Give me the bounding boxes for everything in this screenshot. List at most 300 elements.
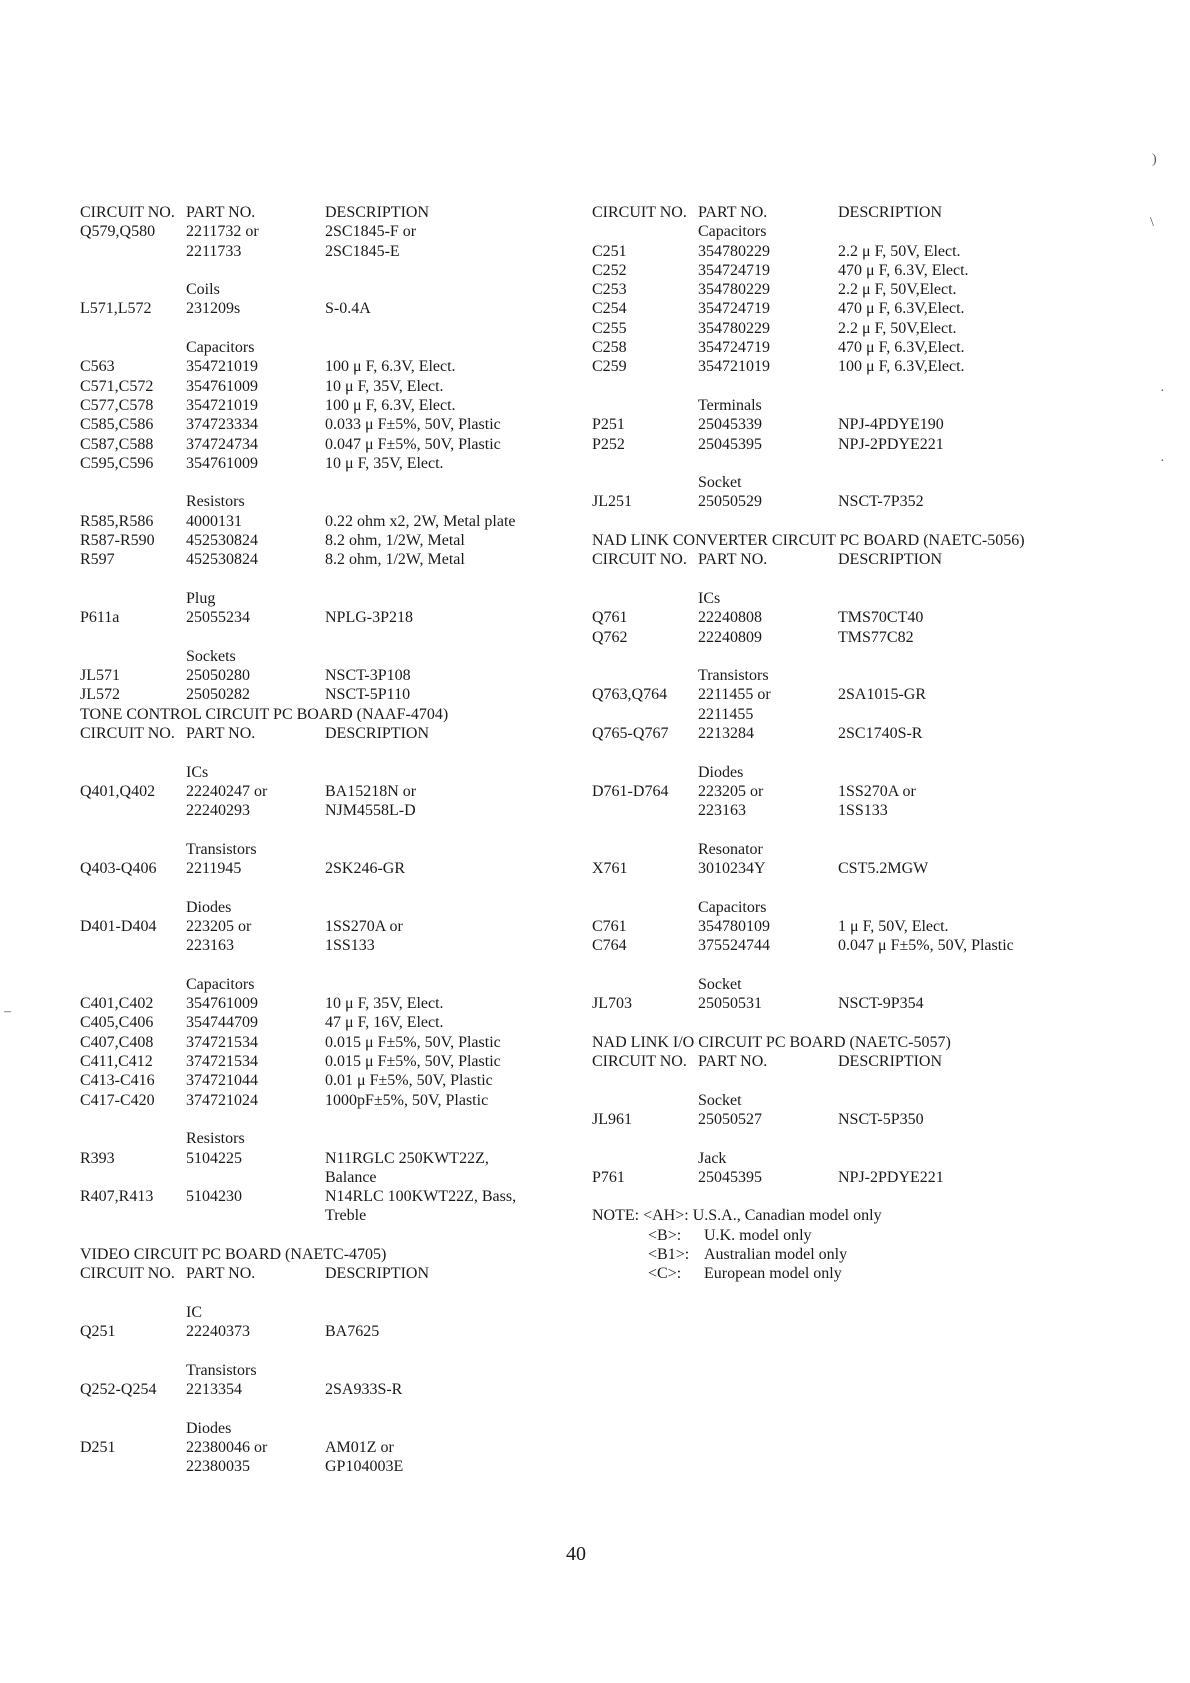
part-no-cell: 22240373	[186, 1323, 250, 1341]
parts-row	[80, 724, 550, 743]
parts-row	[592, 1129, 1112, 1148]
description-cell: 100 μ F, 6.3V, Elect.	[325, 358, 456, 376]
circuit-no-cell: C577,C578	[80, 396, 154, 414]
description-cell: 8.2 ohm, 1/2W, Metal	[325, 532, 465, 550]
description-cell: 1SS133	[325, 937, 375, 955]
description-cell: 8.2 ohm, 1/2W, Metal	[325, 551, 465, 569]
parts-row	[80, 492, 550, 511]
part-no-cell: 22240808	[698, 609, 762, 627]
description-cell: 0.22 ohm x2, 2W, Metal plate	[325, 512, 516, 530]
description-cell: 0.033 μ F±5%, 50V, Plastic	[325, 416, 501, 434]
circuit-no-cell: D251	[80, 1439, 116, 1456]
parts-row	[592, 570, 1112, 589]
circuit-no-cell: C254	[592, 300, 627, 318]
circuit-no-cell: D401-D404	[80, 917, 157, 935]
description-cell: 0.047 μ F±5%, 50V, Plastic	[325, 435, 501, 453]
description-cell: 2.2 μ F, 50V, Elect.	[838, 242, 961, 260]
parts-row	[592, 666, 1112, 685]
part-no-cell: Transistors	[186, 840, 257, 858]
parts-row	[592, 782, 1112, 801]
description-cell: BA15218N or	[325, 782, 417, 800]
parts-row	[80, 1303, 550, 1322]
part-no-cell: 2213354	[186, 1381, 242, 1399]
part-no-cell: 223205 or	[698, 782, 764, 800]
part-no-cell: 3010234Y	[698, 860, 766, 878]
section-heading: VIDEO CIRCUIT PC BOARD (NAETC-4705)	[80, 1246, 387, 1264]
part-no-cell: Transistors	[698, 667, 769, 685]
part-no-cell: 25045395	[698, 1168, 762, 1186]
parts-row	[592, 975, 1112, 994]
parts-row	[80, 454, 550, 473]
part-no-cell: 25050280	[186, 667, 250, 685]
part-no-cell: 231209s	[186, 300, 241, 318]
circuit-no-cell: R407,R413	[80, 1188, 154, 1206]
part-no-cell: 354780229	[698, 319, 770, 337]
circuit-no-cell: C761	[592, 917, 627, 935]
part-no-cell: 2211733	[186, 242, 242, 260]
circuit-no-cell: Q403-Q406	[80, 860, 157, 878]
parts-row	[592, 898, 1112, 917]
parts-row	[80, 1206, 550, 1225]
parts-row	[592, 821, 1112, 840]
parts-row	[592, 1033, 1112, 1052]
parts-row	[80, 917, 550, 936]
note-key: <B>:	[648, 1226, 682, 1244]
parts-row	[80, 242, 550, 261]
circuit-no-cell: C595,C596	[80, 454, 154, 472]
parts-row	[592, 1110, 1112, 1129]
parts-row	[80, 975, 550, 994]
circuit-no-cell: CIRCUIT NO.	[592, 551, 687, 569]
description-cell: Treble	[325, 1207, 367, 1225]
description-cell: NJM4558L-D	[325, 802, 416, 820]
part-no-cell: 223163	[698, 802, 746, 820]
parts-row	[80, 1168, 550, 1187]
parts-row	[592, 878, 1112, 897]
circuit-no-cell: R393	[80, 1149, 115, 1167]
description-cell: TMS77C82	[838, 628, 914, 646]
circuit-no-cell: Q252-Q254	[80, 1381, 157, 1399]
part-no-cell: Socket	[698, 474, 742, 492]
description-cell: 10 μ F, 35V, Elect.	[325, 377, 444, 395]
part-no-cell: 5104230	[186, 1188, 242, 1206]
description-cell: BA7625	[325, 1323, 380, 1341]
circuit-no-cell: CIRCUIT NO.	[80, 725, 175, 743]
part-no-cell: PART NO.	[186, 204, 256, 221]
circuit-no-cell: C563	[80, 358, 115, 376]
parts-row	[592, 299, 1112, 318]
part-no-cell: ICs	[186, 763, 209, 781]
description-cell: 2SA1015-GR	[838, 686, 927, 704]
parts-row	[80, 1342, 550, 1361]
parts-row	[592, 724, 1112, 743]
parts-row	[592, 743, 1112, 762]
parts-row	[592, 396, 1112, 415]
section-heading: TONE CONTROL CIRCUIT PC BOARD (NAAF-4704)	[80, 705, 449, 723]
parts-row	[80, 956, 550, 975]
part-no-cell: Diodes	[186, 1419, 232, 1437]
parts-row	[592, 956, 1112, 975]
circuit-no-cell: R587-R590	[80, 532, 155, 550]
circuit-no-cell: C253	[592, 281, 627, 299]
description-cell: 0.01 μ F±5%, 50V, Plastic	[325, 1072, 493, 1090]
part-no-cell: 374721534	[186, 1033, 258, 1051]
description-cell: 10 μ F, 35V, Elect.	[325, 995, 444, 1013]
parts-row	[592, 1091, 1112, 1110]
circuit-no-cell: JL251	[592, 493, 632, 511]
parts-row	[80, 994, 550, 1013]
parts-row	[592, 1071, 1112, 1090]
circuit-no-cell: Q762	[592, 628, 628, 646]
parts-row	[80, 1245, 550, 1264]
parts-row	[80, 821, 550, 840]
parts-row	[592, 589, 1112, 608]
parts-row	[592, 1052, 1112, 1071]
parts-row	[80, 1033, 550, 1052]
parts-row	[80, 473, 550, 492]
circuit-no-cell: CIRCUIT NO.	[80, 1265, 175, 1283]
description-cell: DESCRIPTION	[838, 551, 943, 569]
parts-row	[80, 1264, 550, 1283]
part-no-cell: 354724719	[698, 261, 770, 279]
part-no-cell: Resistors	[186, 493, 245, 511]
parts-row	[592, 1226, 1112, 1245]
parts-row	[592, 628, 1112, 647]
description-cell: NPJ-2PDYE221	[838, 1168, 944, 1186]
circuit-no-cell: R585,R586	[80, 512, 154, 530]
part-no-cell: Resonator	[698, 840, 763, 858]
parts-row	[592, 242, 1112, 261]
part-no-cell: 375524744	[698, 937, 770, 955]
circuit-no-cell: CIRCUIT NO.	[592, 1053, 687, 1071]
parts-row	[80, 570, 550, 589]
circuit-no-cell: JL571	[80, 667, 120, 685]
parts-row	[80, 782, 550, 801]
description-cell: 2SK246-GR	[325, 860, 406, 878]
parts-row	[592, 1168, 1112, 1187]
parts-row	[80, 801, 550, 820]
parts-row	[592, 454, 1112, 473]
part-no-cell: Capacitors	[698, 223, 767, 241]
circuit-no-cell: Q763,Q764	[592, 686, 668, 704]
parts-row	[592, 647, 1112, 666]
parts-row	[80, 589, 550, 608]
part-no-cell: 25050529	[698, 493, 762, 511]
description-cell: 1 μ F, 50V, Elect.	[838, 917, 949, 935]
circuit-no-cell: C405,C406	[80, 1014, 154, 1032]
description-cell: TMS70CT40	[838, 609, 924, 627]
note-key: <B1>:	[648, 1246, 690, 1264]
section-heading: NAD LINK CONVERTER CIRCUIT PC BOARD (NAETC-5056)	[592, 532, 1025, 550]
part-no-cell: 22240293	[186, 802, 250, 820]
circuit-no-cell: C401,C402	[80, 995, 154, 1013]
note-value: U.K. model only	[704, 1226, 812, 1244]
description-cell: NPJ-2PDYE221	[838, 435, 944, 453]
parts-row	[80, 415, 550, 434]
part-no-cell: 452530824	[186, 532, 258, 550]
description-cell: NSCT-3P108	[325, 667, 411, 685]
description-cell: DESCRIPTION	[325, 725, 430, 743]
part-no-cell: Capacitors	[186, 975, 255, 993]
circuit-no-cell: C258	[592, 339, 627, 357]
part-no-cell: 354724719	[698, 300, 770, 318]
parts-row	[80, 357, 550, 376]
part-no-cell: Diodes	[186, 898, 232, 916]
circuit-no-cell: X761	[592, 860, 628, 878]
circuit-no-cell: R597	[80, 551, 115, 569]
circuit-no-cell: Q579,Q580	[80, 223, 156, 241]
circuit-no-cell: C255	[592, 319, 627, 337]
part-no-cell: 354780229	[698, 242, 770, 260]
parts-row	[80, 1419, 550, 1438]
parts-row	[80, 840, 550, 859]
description-cell: NSCT-9P354	[838, 995, 924, 1013]
description-cell: NSCT-7P352	[838, 493, 924, 511]
description-cell: DESCRIPTION	[838, 204, 943, 221]
parts-row	[592, 531, 1112, 550]
part-no-cell: 354761009	[186, 454, 258, 472]
right-parts-list	[592, 203, 1112, 1284]
part-no-cell: 223205 or	[186, 917, 252, 935]
section-heading: NOTE: <AH>: U.S.A., Canadian model only	[592, 1207, 882, 1225]
part-no-cell: 25045395	[698, 435, 762, 453]
parts-row	[80, 1457, 550, 1476]
part-no-cell: 452530824	[186, 551, 258, 569]
parts-row	[80, 936, 550, 955]
note-key: <C>:	[648, 1265, 682, 1283]
parts-row	[80, 1284, 550, 1303]
left-parts-list	[80, 203, 550, 1477]
part-no-cell: 22380046 or	[186, 1439, 268, 1456]
parts-row	[592, 473, 1112, 492]
circuit-no-cell: C407,C408	[80, 1033, 154, 1051]
part-no-cell: Sockets	[186, 647, 236, 665]
part-no-cell: Resistors	[186, 1130, 245, 1148]
parts-row	[80, 531, 550, 550]
circuit-no-cell: C571,C572	[80, 377, 154, 395]
parts-row	[80, 1071, 550, 1090]
circuit-no-cell: Q401,Q402	[80, 782, 156, 800]
parts-row	[80, 705, 550, 724]
description-cell: 470 μ F, 6.3V,Elect.	[838, 300, 965, 318]
description-cell: 2.2 μ F, 50V,Elect.	[838, 319, 957, 337]
description-cell: CST5.2MGW	[838, 860, 929, 878]
parts-row	[592, 280, 1112, 299]
part-no-cell: 374721534	[186, 1053, 258, 1071]
part-no-cell: Capacitors	[186, 339, 255, 357]
parts-row	[80, 550, 550, 569]
parts-row	[80, 1129, 550, 1148]
part-no-cell: 25050282	[186, 686, 250, 704]
part-no-cell: 354721019	[186, 358, 258, 376]
parts-row	[80, 396, 550, 415]
circuit-no-cell: CIRCUIT NO.	[592, 204, 687, 221]
parts-row	[80, 1322, 550, 1341]
parts-row	[592, 338, 1112, 357]
circuit-no-cell: C764	[592, 937, 627, 955]
description-cell: Balance	[325, 1168, 377, 1186]
circuit-no-cell: C413-C416	[80, 1072, 155, 1090]
circuit-no-cell: Q251	[80, 1323, 116, 1341]
parts-row	[80, 763, 550, 782]
circuit-no-cell: P251	[592, 416, 625, 434]
parts-row	[80, 338, 550, 357]
scan-mark: ·	[1160, 384, 1165, 399]
part-no-cell: 22240247 or	[186, 782, 268, 800]
part-no-cell: IC	[186, 1303, 202, 1321]
parts-row	[80, 512, 550, 531]
part-no-cell: 354721019	[186, 396, 258, 414]
part-no-cell: Jack	[698, 1149, 727, 1167]
scan-mark: ·	[1160, 454, 1165, 469]
description-cell: 2SC1740S-R	[838, 725, 923, 743]
circuit-no-cell: JL703	[592, 995, 632, 1013]
description-cell: N11RGLC 250KWT22Z,	[325, 1149, 489, 1167]
part-no-cell: 354761009	[186, 995, 258, 1013]
description-cell: 1SS270A or	[838, 782, 916, 800]
parts-row	[592, 685, 1112, 704]
description-cell: NSCT-5P350	[838, 1110, 924, 1128]
parts-row	[80, 319, 550, 338]
parts-row	[80, 685, 550, 704]
part-no-cell: 354780109	[698, 917, 770, 935]
part-no-cell: 374723334	[186, 416, 258, 434]
parts-row	[592, 801, 1112, 820]
description-cell: 2.2 μ F, 50V,Elect.	[838, 281, 957, 299]
parts-row	[80, 1149, 550, 1168]
part-no-cell: PART NO.	[186, 725, 256, 743]
description-cell: DESCRIPTION	[838, 1053, 943, 1071]
circuit-no-cell: L571,L572	[80, 300, 152, 318]
scan-mark: )	[1152, 152, 1157, 167]
parts-row	[592, 512, 1112, 531]
description-cell: 1SS270A or	[325, 917, 403, 935]
parts-row	[80, 203, 550, 222]
parts-row	[592, 763, 1112, 782]
part-no-cell: Diodes	[698, 763, 744, 781]
note-value: Australian model only	[704, 1246, 848, 1264]
description-cell: 0.015 μ F±5%, 50V, Plastic	[325, 1033, 501, 1051]
part-no-cell: 22380035	[186, 1458, 250, 1476]
parts-row	[80, 222, 550, 241]
parts-row	[80, 377, 550, 396]
parts-row	[80, 859, 550, 878]
description-cell: DESCRIPTION	[325, 1265, 430, 1283]
part-no-cell: 354761009	[186, 377, 258, 395]
description-cell: AM01Z or	[325, 1439, 394, 1456]
parts-row	[80, 1380, 550, 1399]
part-no-cell: 2211455	[698, 705, 754, 723]
part-no-cell: Coils	[186, 281, 220, 299]
circuit-no-cell: C411,C412	[80, 1053, 153, 1071]
part-no-cell: 374721044	[186, 1072, 258, 1090]
part-no-cell: Terminals	[698, 396, 762, 414]
parts-row	[80, 435, 550, 454]
circuit-no-cell: JL572	[80, 686, 120, 704]
part-no-cell: 374724734	[186, 435, 258, 453]
description-cell: 100 μ F, 6.3V, Elect.	[325, 396, 456, 414]
parts-row	[80, 1091, 550, 1110]
part-no-cell: 2211455 or	[698, 686, 771, 704]
part-no-cell: 354724719	[698, 339, 770, 357]
part-no-cell: 25050531	[698, 995, 762, 1013]
parts-row	[592, 1013, 1112, 1032]
part-no-cell: 5104225	[186, 1149, 242, 1167]
part-no-cell: 2213284	[698, 725, 754, 743]
parts-row	[592, 917, 1112, 936]
parts-row	[80, 878, 550, 897]
part-no-cell: 354721019	[698, 358, 770, 376]
circuit-no-cell: P611a	[80, 609, 120, 627]
part-no-cell: 2211732 or	[186, 223, 259, 241]
parts-row	[80, 1052, 550, 1071]
note-value: European model only	[704, 1265, 842, 1283]
circuit-no-cell: CIRCUIT NO.	[80, 204, 175, 221]
parts-row	[592, 319, 1112, 338]
description-cell: 1000pF±5%, 50V, Plastic	[325, 1091, 489, 1109]
part-no-cell: 22240809	[698, 628, 762, 646]
circuit-no-cell: P252	[592, 435, 625, 453]
part-no-cell: 374721024	[186, 1091, 258, 1109]
parts-row	[592, 1149, 1112, 1168]
parts-row	[592, 435, 1112, 454]
description-cell: S-0.4A	[325, 300, 371, 318]
description-cell: 100 μ F, 6.3V,Elect.	[838, 358, 965, 376]
parts-row	[80, 299, 550, 318]
circuit-no-cell: C259	[592, 358, 627, 376]
part-no-cell: Socket	[698, 975, 742, 993]
parts-row	[592, 705, 1112, 724]
page-number: 40	[566, 1543, 586, 1565]
parts-row	[592, 936, 1112, 955]
circuit-no-cell: C585,C586	[80, 416, 154, 434]
description-cell: 0.047 μ F±5%, 50V, Plastic	[838, 937, 1014, 955]
description-cell: 2SA933S-R	[325, 1381, 403, 1399]
parts-row	[80, 1187, 550, 1206]
parts-row	[592, 357, 1112, 376]
circuit-no-cell: JL961	[592, 1110, 632, 1128]
description-cell: DESCRIPTION	[325, 204, 430, 221]
circuit-no-cell: C587,C588	[80, 435, 154, 453]
circuit-no-cell: Q761	[592, 609, 628, 627]
parts-row	[592, 377, 1112, 396]
description-cell: 470 μ F, 6.3V,Elect.	[838, 339, 965, 357]
part-no-cell: 25050527	[698, 1110, 762, 1128]
part-no-cell: ICs	[698, 589, 721, 607]
description-cell: NPJ-4PDYE190	[838, 416, 944, 434]
description-cell: NSCT-5P110	[325, 686, 411, 704]
part-no-cell: 25055234	[186, 609, 250, 627]
parts-row	[80, 1226, 550, 1245]
part-no-cell: PART NO.	[698, 204, 768, 221]
part-no-cell: 354780229	[698, 281, 770, 299]
part-no-cell: Plug	[186, 589, 216, 607]
parts-row	[592, 1264, 1112, 1283]
parts-row	[592, 1245, 1112, 1264]
parts-row	[592, 840, 1112, 859]
description-cell: NPLG-3P218	[325, 609, 414, 627]
circuit-no-cell: Q765-Q767	[592, 725, 669, 743]
description-cell: GP104003E	[325, 1458, 404, 1476]
parts-row	[592, 994, 1112, 1013]
circuit-no-cell: C252	[592, 261, 627, 279]
parts-row	[592, 222, 1112, 241]
part-no-cell: PART NO.	[698, 551, 768, 569]
part-no-cell: PART NO.	[698, 1053, 768, 1071]
parts-row	[592, 608, 1112, 627]
part-no-cell: 223163	[186, 937, 234, 955]
parts-row	[592, 1187, 1112, 1206]
